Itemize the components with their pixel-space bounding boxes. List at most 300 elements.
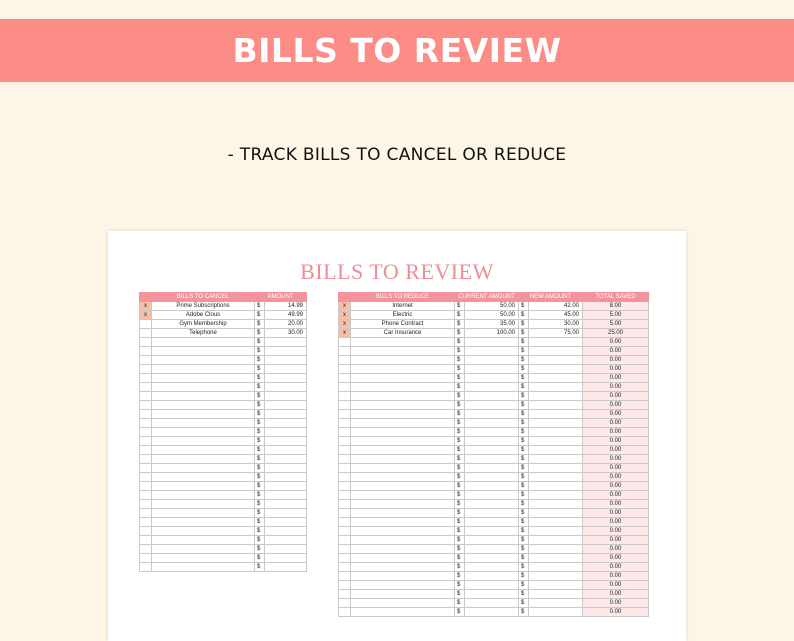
new-amount-cell[interactable] bbox=[529, 545, 583, 554]
mark-cell[interactable] bbox=[339, 392, 351, 401]
currency-cell[interactable]: $ bbox=[455, 473, 465, 482]
currency-cell[interactable]: $ bbox=[455, 572, 465, 581]
new-amount-cell[interactable] bbox=[529, 581, 583, 590]
currency-cell[interactable]: $ bbox=[255, 536, 265, 545]
currency-cell[interactable]: $ bbox=[519, 419, 529, 428]
currency-cell[interactable]: $ bbox=[519, 338, 529, 347]
bill-name-cell[interactable]: Adobe Clous bbox=[152, 311, 255, 320]
new-amount-cell[interactable] bbox=[529, 608, 583, 617]
total-saved-cell[interactable]: 0.00 bbox=[583, 563, 649, 572]
mark-cell[interactable] bbox=[140, 473, 152, 482]
currency-cell[interactable]: $ bbox=[455, 608, 465, 617]
amount-cell[interactable]: 20.00 bbox=[265, 320, 307, 329]
currency-cell[interactable]: $ bbox=[255, 329, 265, 338]
currency-cell[interactable]: $ bbox=[255, 500, 265, 509]
amount-cell[interactable] bbox=[265, 347, 307, 356]
bill-name-cell[interactable] bbox=[152, 401, 255, 410]
mark-cell[interactable] bbox=[339, 545, 351, 554]
currency-cell[interactable]: $ bbox=[255, 419, 265, 428]
mark-cell[interactable]: x bbox=[339, 329, 351, 338]
current-amount-cell[interactable] bbox=[465, 419, 519, 428]
currency-cell[interactable]: $ bbox=[519, 581, 529, 590]
mark-cell[interactable] bbox=[140, 464, 152, 473]
bill-name-cell[interactable] bbox=[351, 518, 455, 527]
currency-cell[interactable]: $ bbox=[519, 473, 529, 482]
currency-cell[interactable]: $ bbox=[455, 356, 465, 365]
currency-cell[interactable]: $ bbox=[255, 428, 265, 437]
bill-name-cell[interactable] bbox=[152, 338, 255, 347]
bill-name-cell[interactable] bbox=[351, 419, 455, 428]
currency-cell[interactable]: $ bbox=[255, 383, 265, 392]
total-saved-cell[interactable]: 0.00 bbox=[583, 581, 649, 590]
currency-cell[interactable]: $ bbox=[519, 464, 529, 473]
currency-cell[interactable]: $ bbox=[255, 410, 265, 419]
bill-name-cell[interactable] bbox=[351, 581, 455, 590]
mark-cell[interactable] bbox=[339, 374, 351, 383]
current-amount-cell[interactable] bbox=[465, 491, 519, 500]
total-saved-cell[interactable]: 0.00 bbox=[583, 365, 649, 374]
current-amount-cell[interactable] bbox=[465, 608, 519, 617]
bill-name-cell[interactable] bbox=[351, 473, 455, 482]
currency-cell[interactable]: $ bbox=[255, 446, 265, 455]
currency-cell[interactable]: $ bbox=[519, 365, 529, 374]
bill-name-cell[interactable] bbox=[152, 419, 255, 428]
mark-cell[interactable] bbox=[339, 410, 351, 419]
bill-name-cell[interactable] bbox=[351, 491, 455, 500]
amount-cell[interactable] bbox=[265, 554, 307, 563]
total-saved-cell[interactable]: 0.00 bbox=[583, 554, 649, 563]
current-amount-cell[interactable] bbox=[465, 356, 519, 365]
mark-cell[interactable] bbox=[140, 527, 152, 536]
bill-name-cell[interactable] bbox=[152, 554, 255, 563]
amount-cell[interactable] bbox=[265, 401, 307, 410]
amount-cell[interactable] bbox=[265, 437, 307, 446]
bill-name-cell[interactable] bbox=[351, 509, 455, 518]
mark-cell[interactable] bbox=[339, 518, 351, 527]
currency-cell[interactable]: $ bbox=[455, 455, 465, 464]
bill-name-cell[interactable] bbox=[351, 554, 455, 563]
mark-cell[interactable]: x bbox=[339, 311, 351, 320]
currency-cell[interactable]: $ bbox=[519, 500, 529, 509]
bill-name-cell[interactable] bbox=[152, 545, 255, 554]
bill-name-cell[interactable]: Prime Subscriptions bbox=[152, 302, 255, 311]
current-amount-cell[interactable] bbox=[465, 563, 519, 572]
currency-cell[interactable]: $ bbox=[519, 608, 529, 617]
current-amount-cell[interactable] bbox=[465, 554, 519, 563]
bill-name-cell[interactable] bbox=[152, 437, 255, 446]
bill-name-cell[interactable] bbox=[152, 482, 255, 491]
total-saved-cell[interactable]: 0.00 bbox=[583, 599, 649, 608]
new-amount-cell[interactable] bbox=[529, 356, 583, 365]
bill-name-cell[interactable] bbox=[152, 536, 255, 545]
currency-cell[interactable]: $ bbox=[455, 401, 465, 410]
bill-name-cell[interactable] bbox=[351, 401, 455, 410]
mark-cell[interactable]: x bbox=[339, 320, 351, 329]
amount-cell[interactable]: 14.99 bbox=[265, 302, 307, 311]
mark-cell[interactable] bbox=[339, 428, 351, 437]
mark-cell[interactable] bbox=[339, 527, 351, 536]
current-amount-cell[interactable] bbox=[465, 455, 519, 464]
new-amount-cell[interactable] bbox=[529, 419, 583, 428]
mark-cell[interactable] bbox=[140, 536, 152, 545]
mark-cell[interactable] bbox=[140, 446, 152, 455]
new-amount-cell[interactable] bbox=[529, 374, 583, 383]
currency-cell[interactable]: $ bbox=[255, 455, 265, 464]
mark-cell[interactable] bbox=[339, 554, 351, 563]
currency-cell[interactable]: $ bbox=[455, 482, 465, 491]
current-amount-cell[interactable] bbox=[465, 500, 519, 509]
current-amount-cell[interactable] bbox=[465, 437, 519, 446]
new-amount-cell[interactable] bbox=[529, 500, 583, 509]
mark-cell[interactable] bbox=[140, 383, 152, 392]
total-saved-cell[interactable]: 0.00 bbox=[583, 491, 649, 500]
currency-cell[interactable]: $ bbox=[519, 491, 529, 500]
total-saved-cell[interactable]: 0.00 bbox=[583, 437, 649, 446]
new-amount-cell[interactable] bbox=[529, 383, 583, 392]
current-amount-cell[interactable] bbox=[465, 428, 519, 437]
new-amount-cell[interactable] bbox=[529, 464, 583, 473]
mark-cell[interactable] bbox=[140, 482, 152, 491]
bill-name-cell[interactable] bbox=[351, 428, 455, 437]
currency-cell[interactable]: $ bbox=[255, 491, 265, 500]
total-saved-cell[interactable]: 0.00 bbox=[583, 374, 649, 383]
currency-cell[interactable]: $ bbox=[255, 320, 265, 329]
new-amount-cell[interactable] bbox=[529, 365, 583, 374]
currency-cell[interactable]: $ bbox=[519, 347, 529, 356]
current-amount-cell[interactable] bbox=[465, 347, 519, 356]
currency-cell[interactable]: $ bbox=[455, 491, 465, 500]
bill-name-cell[interactable] bbox=[351, 599, 455, 608]
mark-cell[interactable] bbox=[339, 500, 351, 509]
new-amount-cell[interactable] bbox=[529, 401, 583, 410]
currency-cell[interactable]: $ bbox=[519, 446, 529, 455]
mark-cell[interactable] bbox=[339, 437, 351, 446]
current-amount-cell[interactable] bbox=[465, 374, 519, 383]
currency-cell[interactable]: $ bbox=[519, 545, 529, 554]
currency-cell[interactable]: $ bbox=[455, 563, 465, 572]
mark-cell[interactable] bbox=[140, 500, 152, 509]
current-amount-cell[interactable] bbox=[465, 473, 519, 482]
total-saved-cell[interactable]: 0.00 bbox=[583, 482, 649, 491]
total-saved-cell[interactable]: 0.00 bbox=[583, 428, 649, 437]
amount-cell[interactable] bbox=[265, 518, 307, 527]
currency-cell[interactable]: $ bbox=[455, 428, 465, 437]
currency-cell[interactable]: $ bbox=[455, 599, 465, 608]
mark-cell[interactable] bbox=[140, 401, 152, 410]
current-amount-cell[interactable]: 35.00 bbox=[465, 320, 519, 329]
total-saved-cell[interactable]: 5.00 bbox=[583, 320, 649, 329]
bill-name-cell[interactable] bbox=[152, 464, 255, 473]
currency-cell[interactable]: $ bbox=[519, 311, 529, 320]
bill-name-cell[interactable] bbox=[351, 464, 455, 473]
currency-cell[interactable]: $ bbox=[519, 554, 529, 563]
bill-name-cell[interactable] bbox=[152, 392, 255, 401]
bill-name-cell[interactable] bbox=[351, 527, 455, 536]
current-amount-cell[interactable] bbox=[465, 446, 519, 455]
bill-name-cell[interactable] bbox=[152, 428, 255, 437]
currency-cell[interactable]: $ bbox=[519, 563, 529, 572]
currency-cell[interactable]: $ bbox=[519, 410, 529, 419]
bill-name-cell[interactable] bbox=[152, 500, 255, 509]
currency-cell[interactable]: $ bbox=[255, 545, 265, 554]
currency-cell[interactable]: $ bbox=[255, 482, 265, 491]
currency-cell[interactable]: $ bbox=[455, 320, 465, 329]
currency-cell[interactable]: $ bbox=[519, 527, 529, 536]
currency-cell[interactable]: $ bbox=[519, 437, 529, 446]
new-amount-cell[interactable] bbox=[529, 410, 583, 419]
bill-name-cell[interactable] bbox=[351, 347, 455, 356]
currency-cell[interactable]: $ bbox=[519, 329, 529, 338]
mark-cell[interactable] bbox=[339, 347, 351, 356]
bill-name-cell[interactable] bbox=[351, 383, 455, 392]
current-amount-cell[interactable] bbox=[465, 410, 519, 419]
new-amount-cell[interactable] bbox=[529, 599, 583, 608]
mark-cell[interactable] bbox=[140, 545, 152, 554]
amount-cell[interactable] bbox=[265, 410, 307, 419]
bill-name-cell[interactable] bbox=[152, 509, 255, 518]
total-saved-cell[interactable]: 0.00 bbox=[583, 455, 649, 464]
currency-cell[interactable]: $ bbox=[455, 392, 465, 401]
new-amount-cell[interactable] bbox=[529, 347, 583, 356]
mark-cell[interactable] bbox=[140, 509, 152, 518]
bill-name-cell[interactable] bbox=[152, 473, 255, 482]
mark-cell[interactable]: x bbox=[339, 302, 351, 311]
bill-name-cell[interactable] bbox=[152, 563, 255, 572]
mark-cell[interactable] bbox=[140, 356, 152, 365]
currency-cell[interactable]: $ bbox=[255, 509, 265, 518]
total-saved-cell[interactable]: 0.00 bbox=[583, 446, 649, 455]
currency-cell[interactable]: $ bbox=[455, 554, 465, 563]
current-amount-cell[interactable]: 50.00 bbox=[465, 302, 519, 311]
currency-cell[interactable]: $ bbox=[255, 518, 265, 527]
current-amount-cell[interactable] bbox=[465, 581, 519, 590]
total-saved-cell[interactable]: 0.00 bbox=[583, 401, 649, 410]
total-saved-cell[interactable]: 0.00 bbox=[583, 590, 649, 599]
amount-cell[interactable] bbox=[265, 356, 307, 365]
bill-name-cell[interactable]: Electric bbox=[351, 311, 455, 320]
bill-name-cell[interactable] bbox=[351, 365, 455, 374]
new-amount-cell[interactable]: 42.00 bbox=[529, 302, 583, 311]
currency-cell[interactable]: $ bbox=[255, 401, 265, 410]
amount-cell[interactable] bbox=[265, 545, 307, 554]
mark-cell[interactable] bbox=[140, 563, 152, 572]
mark-cell[interactable] bbox=[339, 338, 351, 347]
bill-name-cell[interactable] bbox=[351, 590, 455, 599]
bill-name-cell[interactable] bbox=[351, 545, 455, 554]
new-amount-cell[interactable] bbox=[529, 338, 583, 347]
new-amount-cell[interactable] bbox=[529, 554, 583, 563]
mark-cell[interactable] bbox=[140, 365, 152, 374]
mark-cell[interactable] bbox=[339, 356, 351, 365]
new-amount-cell[interactable] bbox=[529, 572, 583, 581]
currency-cell[interactable]: $ bbox=[455, 383, 465, 392]
total-saved-cell[interactable]: 0.00 bbox=[583, 356, 649, 365]
amount-cell[interactable]: 30.00 bbox=[265, 329, 307, 338]
mark-cell[interactable] bbox=[339, 509, 351, 518]
bill-name-cell[interactable] bbox=[351, 608, 455, 617]
current-amount-cell[interactable] bbox=[465, 392, 519, 401]
amount-cell[interactable] bbox=[265, 473, 307, 482]
mark-cell[interactable] bbox=[140, 518, 152, 527]
currency-cell[interactable]: $ bbox=[455, 500, 465, 509]
bill-name-cell[interactable] bbox=[351, 455, 455, 464]
currency-cell[interactable]: $ bbox=[255, 392, 265, 401]
currency-cell[interactable]: $ bbox=[519, 482, 529, 491]
mark-cell[interactable] bbox=[339, 419, 351, 428]
new-amount-cell[interactable] bbox=[529, 509, 583, 518]
mark-cell[interactable] bbox=[339, 464, 351, 473]
bill-name-cell[interactable] bbox=[351, 437, 455, 446]
amount-cell[interactable] bbox=[265, 338, 307, 347]
currency-cell[interactable]: $ bbox=[455, 410, 465, 419]
currency-cell[interactable]: $ bbox=[255, 365, 265, 374]
currency-cell[interactable]: $ bbox=[255, 356, 265, 365]
amount-cell[interactable] bbox=[265, 527, 307, 536]
currency-cell[interactable]: $ bbox=[255, 473, 265, 482]
current-amount-cell[interactable] bbox=[465, 572, 519, 581]
new-amount-cell[interactable]: 75.00 bbox=[529, 329, 583, 338]
amount-cell[interactable] bbox=[265, 500, 307, 509]
amount-cell[interactable] bbox=[265, 419, 307, 428]
new-amount-cell[interactable] bbox=[529, 527, 583, 536]
amount-cell[interactable] bbox=[265, 509, 307, 518]
mark-cell[interactable] bbox=[339, 608, 351, 617]
mark-cell[interactable] bbox=[339, 446, 351, 455]
bill-name-cell[interactable] bbox=[351, 482, 455, 491]
bill-name-cell[interactable] bbox=[351, 500, 455, 509]
currency-cell[interactable]: $ bbox=[455, 329, 465, 338]
currency-cell[interactable]: $ bbox=[519, 392, 529, 401]
bill-name-cell[interactable] bbox=[152, 410, 255, 419]
bill-name-cell[interactable] bbox=[351, 392, 455, 401]
currency-cell[interactable]: $ bbox=[519, 401, 529, 410]
currency-cell[interactable]: $ bbox=[455, 311, 465, 320]
currency-cell[interactable]: $ bbox=[519, 455, 529, 464]
total-saved-cell[interactable]: 0.00 bbox=[583, 536, 649, 545]
currency-cell[interactable]: $ bbox=[519, 356, 529, 365]
total-saved-cell[interactable]: 0.00 bbox=[583, 509, 649, 518]
mark-cell[interactable] bbox=[140, 374, 152, 383]
bill-name-cell[interactable] bbox=[152, 527, 255, 536]
current-amount-cell[interactable] bbox=[465, 401, 519, 410]
total-saved-cell[interactable]: 0.00 bbox=[583, 527, 649, 536]
total-saved-cell[interactable]: 0.00 bbox=[583, 473, 649, 482]
bill-name-cell[interactable] bbox=[351, 563, 455, 572]
bill-name-cell[interactable] bbox=[152, 446, 255, 455]
mark-cell[interactable] bbox=[339, 383, 351, 392]
bill-name-cell[interactable]: Internet bbox=[351, 302, 455, 311]
total-saved-cell[interactable]: 0.00 bbox=[583, 410, 649, 419]
mark-cell[interactable] bbox=[339, 581, 351, 590]
new-amount-cell[interactable] bbox=[529, 491, 583, 500]
mark-cell[interactable] bbox=[339, 455, 351, 464]
new-amount-cell[interactable]: 45.00 bbox=[529, 311, 583, 320]
current-amount-cell[interactable] bbox=[465, 599, 519, 608]
currency-cell[interactable]: $ bbox=[455, 374, 465, 383]
total-saved-cell[interactable]: 5.00 bbox=[583, 311, 649, 320]
mark-cell[interactable] bbox=[140, 554, 152, 563]
bill-name-cell[interactable] bbox=[152, 347, 255, 356]
currency-cell[interactable]: $ bbox=[519, 302, 529, 311]
bill-name-cell[interactable] bbox=[351, 356, 455, 365]
currency-cell[interactable]: $ bbox=[519, 590, 529, 599]
mark-cell[interactable] bbox=[140, 329, 152, 338]
currency-cell[interactable]: $ bbox=[455, 347, 465, 356]
total-saved-cell[interactable]: 0.00 bbox=[583, 347, 649, 356]
new-amount-cell[interactable] bbox=[529, 392, 583, 401]
new-amount-cell[interactable] bbox=[529, 482, 583, 491]
currency-cell[interactable]: $ bbox=[255, 374, 265, 383]
bill-name-cell[interactable] bbox=[152, 491, 255, 500]
mark-cell[interactable] bbox=[140, 455, 152, 464]
new-amount-cell[interactable] bbox=[529, 563, 583, 572]
current-amount-cell[interactable]: 100.00 bbox=[465, 329, 519, 338]
new-amount-cell[interactable] bbox=[529, 536, 583, 545]
amount-cell[interactable] bbox=[265, 392, 307, 401]
current-amount-cell[interactable]: 50.00 bbox=[465, 311, 519, 320]
amount-cell[interactable] bbox=[265, 464, 307, 473]
currency-cell[interactable]: $ bbox=[255, 347, 265, 356]
amount-cell[interactable] bbox=[265, 383, 307, 392]
current-amount-cell[interactable] bbox=[465, 464, 519, 473]
mark-cell[interactable] bbox=[339, 572, 351, 581]
amount-cell[interactable] bbox=[265, 365, 307, 374]
total-saved-cell[interactable]: 0.00 bbox=[583, 338, 649, 347]
new-amount-cell[interactable] bbox=[529, 590, 583, 599]
bill-name-cell[interactable] bbox=[152, 518, 255, 527]
currency-cell[interactable]: $ bbox=[455, 545, 465, 554]
mark-cell[interactable] bbox=[339, 590, 351, 599]
currency-cell[interactable]: $ bbox=[455, 419, 465, 428]
mark-cell[interactable] bbox=[140, 419, 152, 428]
current-amount-cell[interactable] bbox=[465, 482, 519, 491]
currency-cell[interactable]: $ bbox=[519, 572, 529, 581]
currency-cell[interactable]: $ bbox=[255, 554, 265, 563]
mark-cell[interactable] bbox=[140, 437, 152, 446]
currency-cell[interactable]: $ bbox=[455, 581, 465, 590]
currency-cell[interactable]: $ bbox=[455, 518, 465, 527]
bill-name-cell[interactable] bbox=[152, 365, 255, 374]
bill-name-cell[interactable] bbox=[351, 410, 455, 419]
mark-cell[interactable] bbox=[140, 347, 152, 356]
mark-cell[interactable] bbox=[140, 410, 152, 419]
current-amount-cell[interactable] bbox=[465, 545, 519, 554]
currency-cell[interactable]: $ bbox=[255, 311, 265, 320]
new-amount-cell[interactable] bbox=[529, 437, 583, 446]
mark-cell[interactable] bbox=[339, 473, 351, 482]
mark-cell[interactable] bbox=[339, 536, 351, 545]
new-amount-cell[interactable] bbox=[529, 455, 583, 464]
mark-cell[interactable] bbox=[339, 365, 351, 374]
mark-cell[interactable] bbox=[339, 491, 351, 500]
bill-name-cell[interactable]: Telephone bbox=[152, 329, 255, 338]
mark-cell[interactable] bbox=[140, 320, 152, 329]
bill-name-cell[interactable] bbox=[152, 374, 255, 383]
current-amount-cell[interactable] bbox=[465, 536, 519, 545]
amount-cell[interactable] bbox=[265, 455, 307, 464]
currency-cell[interactable]: $ bbox=[519, 518, 529, 527]
total-saved-cell[interactable]: 0.00 bbox=[583, 608, 649, 617]
total-saved-cell[interactable]: 0.00 bbox=[583, 572, 649, 581]
total-saved-cell[interactable]: 0.00 bbox=[583, 545, 649, 554]
currency-cell[interactable]: $ bbox=[455, 446, 465, 455]
new-amount-cell[interactable] bbox=[529, 428, 583, 437]
bill-name-cell[interactable]: Gym Membership bbox=[152, 320, 255, 329]
total-saved-cell[interactable]: 0.00 bbox=[583, 383, 649, 392]
bill-name-cell[interactable] bbox=[351, 374, 455, 383]
current-amount-cell[interactable] bbox=[465, 518, 519, 527]
mark-cell[interactable] bbox=[140, 338, 152, 347]
